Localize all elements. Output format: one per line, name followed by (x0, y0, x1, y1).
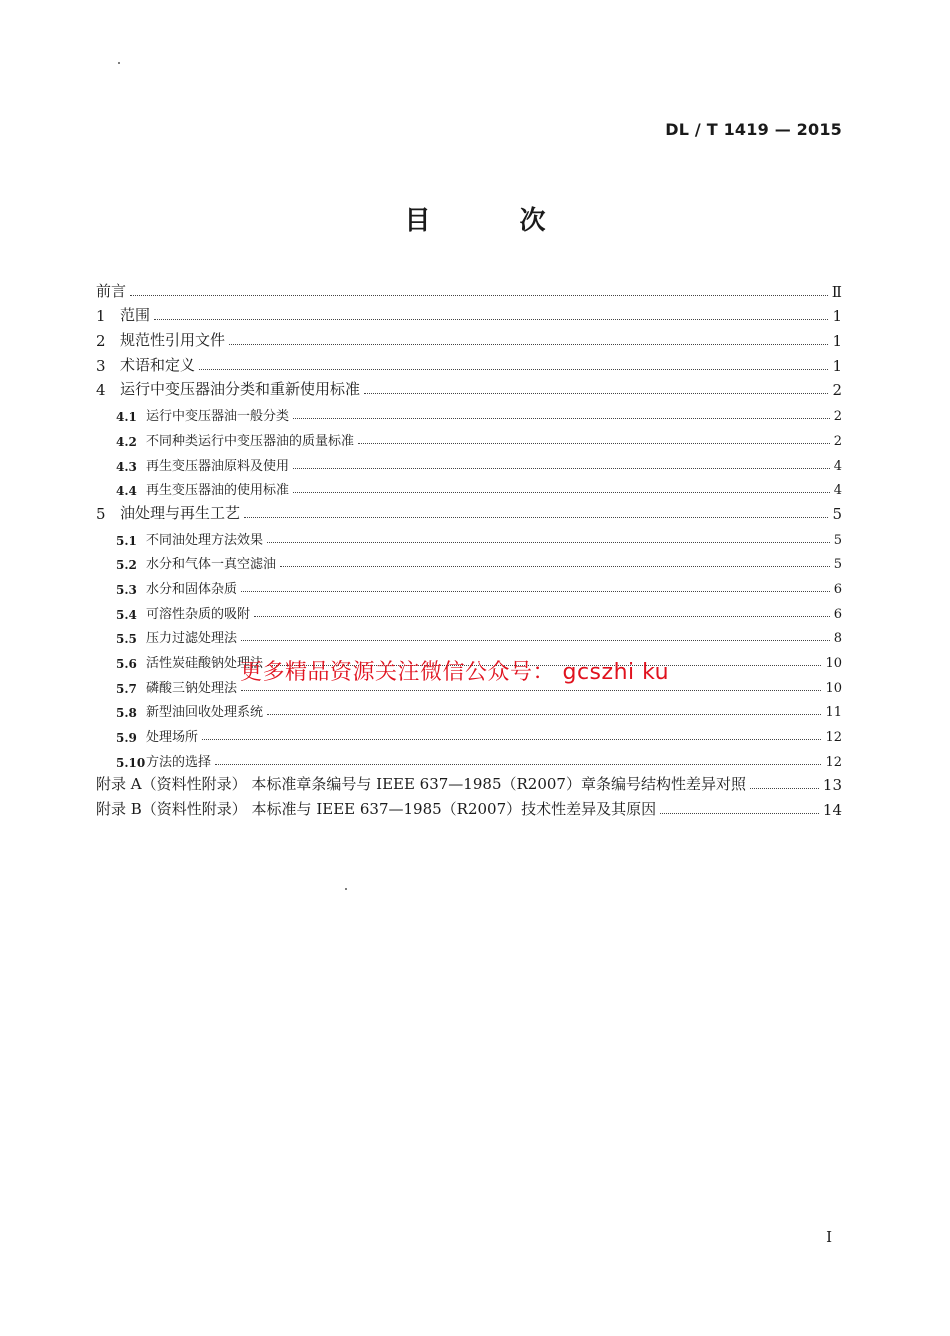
toc-entry-title: 附录 A（资料性附录） 本标准章条编号与 IEEE 637—1985（R2007）章条编号结构性差异对照 (96, 775, 746, 794)
toc-entry-number: 2 (96, 332, 106, 351)
toc-entry-page: 11 (825, 705, 842, 721)
toc-entry[interactable] (96, 325, 842, 350)
toc-entry-page: 4 (833, 458, 842, 474)
toc-entry[interactable] (96, 597, 842, 622)
toc-entry-number: 5.3 (116, 582, 137, 597)
toc-entry-title: 方法的选择 (146, 754, 212, 770)
dot-leader (293, 492, 830, 493)
dot-leader (154, 319, 828, 320)
toc-entry-title: 水分和固体杂质 (146, 581, 238, 597)
toc-entry-page: 12 (825, 754, 842, 770)
toc-entry-page: 2 (833, 409, 842, 425)
toc-entry[interactable] (96, 276, 842, 301)
toc-entry-title: 再生变压器油的使用标准 (146, 483, 290, 499)
dot-leader (241, 591, 830, 592)
toc-entry-title: 新型油回收处理系统 (146, 705, 264, 721)
toc-entry-number: 5.6 (116, 657, 137, 671)
toc-entry-number: 3 (96, 356, 106, 375)
toc-entry-number: 1 (96, 307, 106, 326)
toc-entry-number: 5.1 (116, 533, 137, 548)
dot-leader (202, 739, 821, 740)
toc-entry-number: 5.9 (116, 731, 137, 746)
dot-leader (267, 714, 821, 715)
dot-leader (280, 566, 830, 567)
toc-entry-title: 再生变压器油原料及使用 (146, 458, 290, 474)
toc-entry[interactable] (96, 770, 842, 795)
toc-entry-title: 运行中变压器油一般分类 (146, 409, 290, 425)
toc-entry-number: 4.2 (116, 434, 137, 449)
toc-entry-title: 附录 B（资料性附录） 本标准与 IEEE 637—1985（R2007）技术性差异及其原因 (96, 800, 657, 819)
toc-entry-number: 4.1 (116, 410, 137, 425)
toc-entry-number: 4.4 (116, 484, 137, 499)
toc-entry-page: 6 (833, 581, 842, 597)
toc-entry[interactable] (96, 622, 842, 647)
toc-entry[interactable] (96, 424, 842, 449)
toc-entry-number: 4 (96, 381, 106, 400)
toc-entry-title: 处理场所 (146, 730, 199, 746)
toc-entry-title: 油处理与再生工艺 (120, 503, 241, 522)
dot-leader (660, 813, 819, 814)
toc-entry-number: 5.8 (116, 706, 137, 721)
scan-speck (118, 62, 120, 64)
toc-entry-page: 12 (825, 730, 842, 746)
toc-entry-title: 水分和气体一真空滤油 (146, 557, 277, 573)
dot-leader (750, 788, 819, 789)
toc-entry-title: 不同油处理方法效果 (146, 532, 264, 548)
dot-leader (241, 640, 830, 641)
dot-leader (229, 344, 828, 345)
toc-entry-number: 4.3 (116, 459, 137, 474)
toc-entry-page: 6 (833, 606, 842, 622)
watermark-text: 更多精品资源关注微信公众号： gcszhi ku (240, 660, 670, 685)
dot-leader (293, 468, 830, 469)
toc-entry-title: 压力过滤处理法 (146, 631, 238, 647)
toc-entry-title: 可溶性杂质的吸附 (146, 606, 251, 622)
page-title: 目 次 (404, 206, 586, 236)
toc-entry-number: 5.10 (116, 755, 146, 770)
dot-leader (244, 517, 828, 518)
toc-entry-title: 术语和定义 (120, 355, 196, 374)
dot-leader (358, 443, 830, 444)
toc-entry-page: 2 (832, 381, 842, 400)
dot-leader (293, 418, 830, 419)
toc-entry-page: 2 (833, 433, 842, 449)
toc-entry[interactable] (96, 794, 842, 819)
toc-entry-page: 5 (833, 532, 842, 548)
dot-leader (130, 295, 828, 296)
toc-entry[interactable] (96, 399, 842, 424)
toc-entry-page: 1 (832, 307, 842, 326)
toc-entry-page: 13 (822, 776, 842, 795)
toc-entry[interactable] (96, 523, 842, 548)
toc-entry-title: 规范性引用文件 (120, 331, 226, 350)
toc-entry-title: 磷酸三钠处理法 (146, 680, 238, 696)
toc-entry-page: Ⅱ (831, 282, 842, 301)
toc-entry-title: 前言 (96, 281, 127, 300)
toc-entry[interactable] (96, 449, 842, 474)
toc-entry-page: 4 (833, 483, 842, 499)
scan-speck (345, 888, 347, 890)
toc-entry[interactable] (96, 474, 842, 499)
dot-leader (199, 369, 828, 370)
toc-entry-page: 8 (833, 631, 842, 647)
toc-entry-title: 活性炭硅酸钠处理法 (146, 656, 264, 671)
dot-leader (364, 393, 828, 394)
toc-entry[interactable] (96, 350, 842, 375)
page-number: I (826, 1228, 832, 1246)
dot-leader (241, 690, 821, 691)
toc-entry-page: 10 (825, 680, 842, 696)
toc-entry[interactable] (96, 696, 842, 721)
toc-entry-page: 5 (833, 557, 842, 573)
dot-leader (254, 616, 830, 617)
toc-entry-number: 5.7 (116, 681, 137, 696)
dot-leader (215, 764, 821, 765)
toc-entry[interactable] (96, 301, 842, 326)
toc-entry-title: 运行中变压器油分类和重新使用标准 (120, 380, 361, 399)
toc-entry[interactable] (96, 720, 842, 745)
dot-leader (267, 542, 830, 543)
toc-entry-title: 不同种类运行中变压器油的质量标准 (146, 433, 355, 449)
toc-entry-page: 10 (825, 656, 842, 671)
toc-entry-number: 5.4 (116, 607, 137, 622)
toc-entry[interactable] (96, 498, 842, 523)
toc-entry-title: 范围 (120, 306, 151, 325)
toc-entry-page: 1 (832, 356, 842, 375)
document-code: DL / T 1419 — 2015 (665, 120, 842, 139)
toc-entry-number: 5 (96, 504, 106, 523)
toc-entry[interactable] (96, 745, 842, 770)
toc-entry-number: 5.5 (116, 632, 137, 647)
toc-entry-page: 14 (822, 801, 842, 820)
toc-entry-page: 5 (832, 504, 842, 523)
toc-entry[interactable] (96, 375, 842, 400)
toc-entry-number: 5.2 (116, 558, 137, 573)
table-of-contents (96, 276, 842, 819)
toc-entry-page: 1 (832, 332, 842, 351)
toc-entry[interactable] (96, 572, 842, 597)
toc-entry[interactable] (96, 548, 842, 573)
